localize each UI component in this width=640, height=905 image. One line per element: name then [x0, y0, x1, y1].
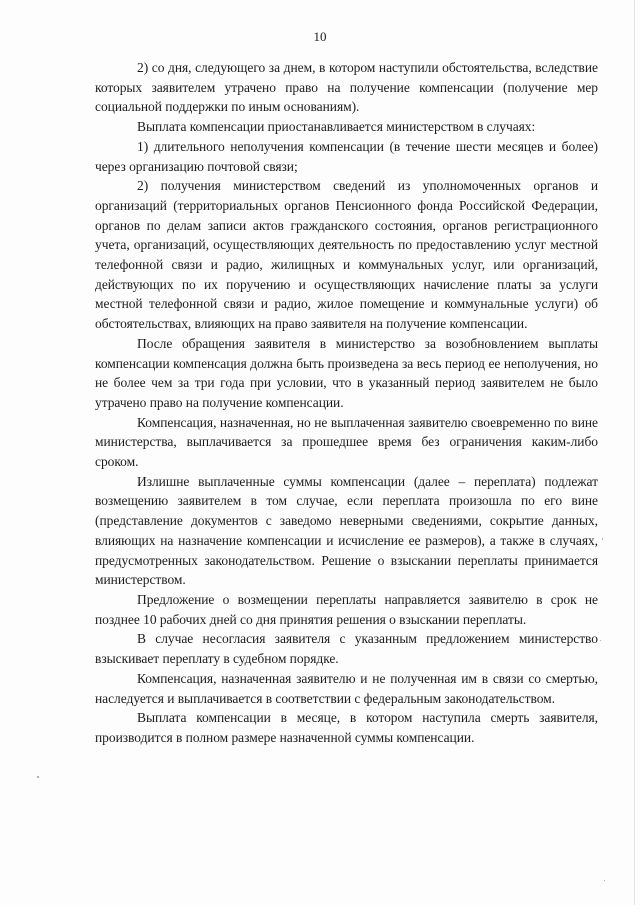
paragraph: Выплата компенсации в месяце, в котором наступила смерть заявителя, производится в полном размере назначенной суммы компенсации. — [95, 710, 598, 745]
scan-edge-line — [634, 0, 635, 905]
scan-speck — [37, 776, 39, 778]
scan-speck — [600, 640, 601, 641]
paragraph: Излишне выплаченные суммы компенсации (далее – переплата) подлежат возмещению заявителем в том случае, если переплата произошла по его вине (представление документов с заведомо неверными сведениями, сокрытие данных, влияющих на назначение компенсации и исчисление ее размеров), а также в случаях, предусмотренных законодательством. Решение о взыскании переплаты принимается министерством. — [95, 473, 598, 588]
paragraph: 1) длительного неполучения компенсации (в течение шести месяцев и более) через организацию почтовой связи; — [95, 138, 598, 174]
paragraph: 2) со дня, следующего за днем, в котором наступили обстоятельства, вследствие которых заявителем утрачено право на получение компенсации (получение мер социальной поддержки по иным основаниям). — [95, 60, 598, 115]
document-body — [95, 58, 598, 748]
paragraph: В случае несогласия заявителя с указанным предложением министерство взыскивает переплату в судебном порядке. — [95, 631, 598, 667]
scan-speck — [602, 538, 603, 540]
paragraph: Предложение о возмещении переплаты направляется заявителю в срок не позднее 10 рабочих дней со дня принятия решения о взыскании переплаты. — [95, 591, 598, 627]
paragraph: Выплата компенсации приостанавливается министерством в случаях: — [137, 119, 536, 135]
scan-speck — [604, 880, 605, 881]
page-number: 10 — [313, 29, 327, 44]
paragraph: После обращения заявителя в министерство за возобновлением выплаты компенсации компенсация должна быть произведена за весь период ее неполучения, но не более чем за три года при условии, что в указанный период заявителем не было утрачено право на получение компенсации. — [95, 335, 598, 410]
paragraph: Компенсация, назначенная, но не выплаченная заявителю своевременно по вине министерства, выплачивается за прошедшее время без ограничения каким-либо сроком. — [95, 414, 598, 470]
paragraph: Компенсация, назначенная заявителю и не полученная им в связи со смертью, наследуется и выплачивается в соответствии с федеральным законодательством. — [95, 670, 598, 706]
paragraph: 2) получения министерством сведений из уполномоченных органов и организаций (территориальных органов Пенсионного фонда Российской Федерации, органов по делам записи актов гражданского состояния, органов регистрационного учета, организаций, осуществляющих деятельность по предоставлению услуг местной телефонной связи и радио, жилищных и коммунальных услуг, или организаций, действующих по их поручению и осуществляющих начисление платы за услуги местной телефонной связи и радио, жилое помещение и коммунальные услуги) об обстоятельствах, влияющих на право заявителя на получение компенсации. — [95, 178, 598, 332]
